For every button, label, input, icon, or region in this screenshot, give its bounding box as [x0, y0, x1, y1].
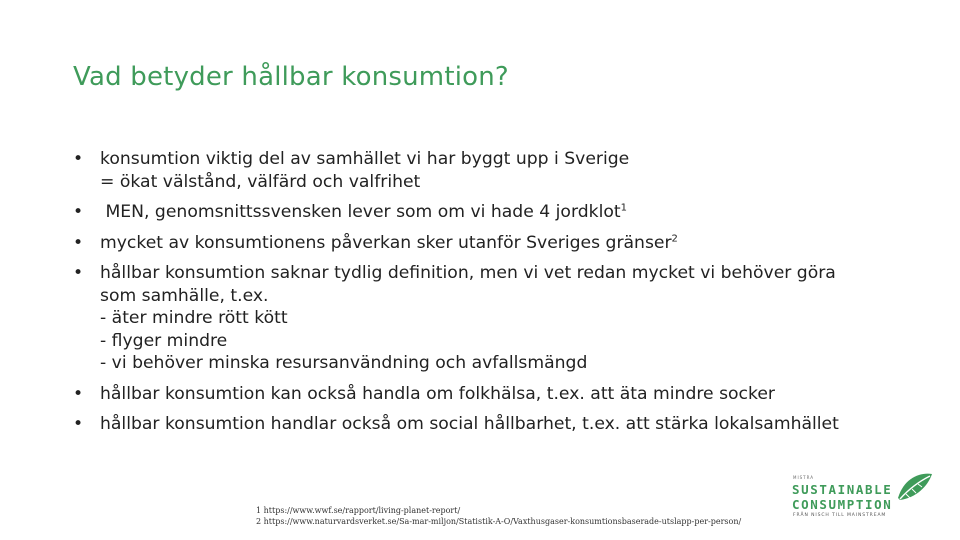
bullet-item	[73, 413, 933, 436]
bullet-item	[73, 383, 933, 406]
bullet-dot: •	[73, 202, 84, 222]
footnote-2[interactable]: 2 https://www.naturvardsverket.se/Sa-mar-miljon/Statistik-A-O/Vaxthusgaser-konsumtionsbaserade-utslapp-per-person/	[256, 517, 742, 526]
bullet-dot: •	[73, 414, 84, 434]
bullet-text: konsumtion viktig del av samhället vi har byggt upp i Sverige	[100, 149, 630, 169]
bullet-text: hållbar konsumtion kan också handla om folkhälsa, t.ex. att äta mindre socker	[100, 383, 775, 404]
logo-top-text: MISTRA	[793, 475, 814, 480]
bullet-list	[73, 148, 933, 444]
bullet-text: som samhälle, t.ex.	[100, 285, 269, 306]
logo-line-1: SUSTAINABLE	[792, 482, 893, 497]
bullet-text: - vi behöver minska resursanvändning och avfallsmängd	[100, 353, 588, 373]
bullet-dot: •	[73, 383, 84, 404]
leaf-icon	[894, 468, 934, 508]
bullet-dot: •	[73, 149, 84, 169]
bullet-item	[73, 232, 933, 255]
logo-line-2: CONSUMPTION	[792, 497, 893, 512]
sustainable-consumption-logo	[790, 466, 940, 526]
bullet-text: - äter mindre rött kött	[100, 308, 288, 328]
bullet-text: - flyger mindre	[100, 330, 228, 351]
bullet-text: hållbar konsumtion saknar tydlig definition, men vi vet redan mycket vi behöver göra	[100, 263, 836, 283]
footnotes	[256, 505, 741, 527]
bullet-text: = ökat välstånd, välfärd och valfrihet	[100, 171, 421, 192]
footnote-ref: 1	[620, 202, 627, 214]
bullet-item	[73, 201, 933, 224]
footnote-1[interactable]: 1 https://www.wwf.se/rapport/living-planet-report/	[256, 506, 461, 515]
bullet-item	[73, 148, 933, 193]
bullet-item	[73, 262, 933, 375]
bullet-text: hållbar konsumtion handlar också om social hållbarhet, t.ex. att stärka lokalsamhället	[100, 414, 839, 434]
logo-tagline: FRÅN NISCH TILL MAINSTREAM	[793, 513, 887, 518]
bullet-dot: •	[73, 263, 84, 283]
footnote-ref: 2	[671, 232, 678, 244]
slide-title: Vad betyder hållbar konsumtion?	[73, 62, 509, 92]
bullet-dot: •	[73, 232, 84, 253]
bullet-text: mycket av konsumtionens påverkan sker utanför Sveriges gränser	[100, 232, 672, 253]
bullet-text: MEN, genomsnittssvensken lever som om vi hade 4 jordklot	[100, 202, 621, 222]
